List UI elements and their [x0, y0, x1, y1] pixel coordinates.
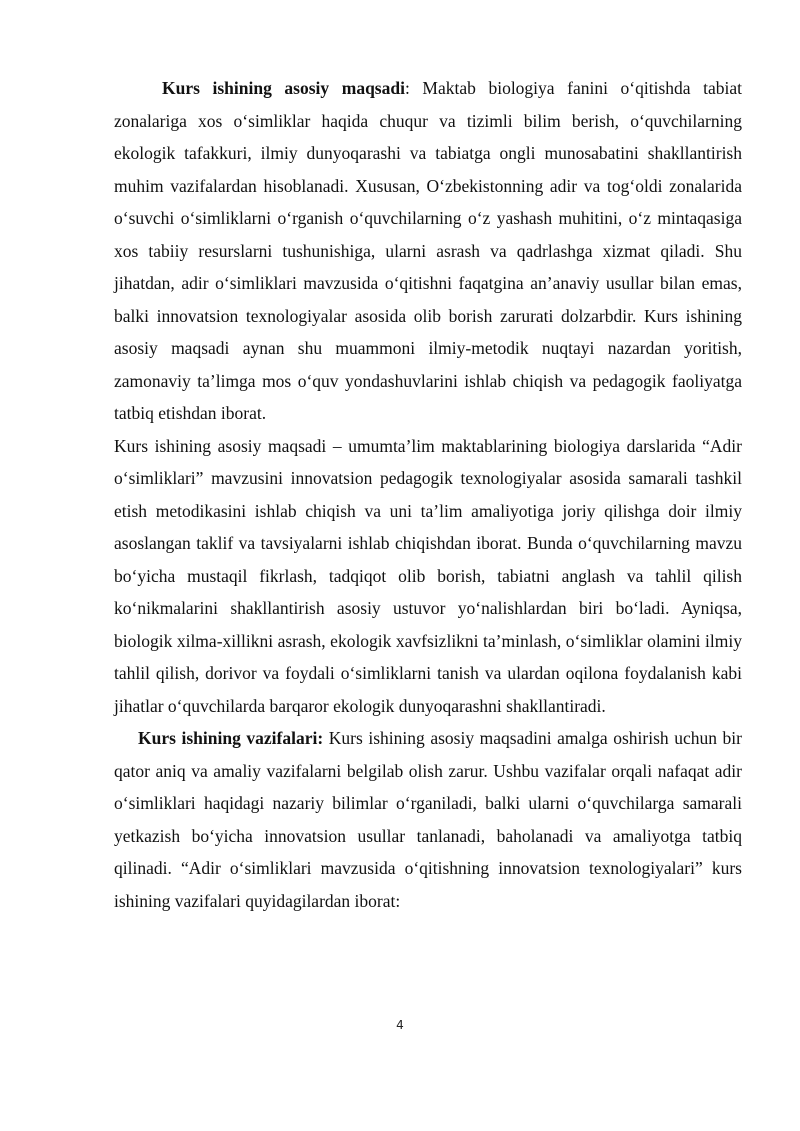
paragraph-goal-detail — [114, 430, 742, 723]
paragraph-main-goal — [114, 72, 742, 430]
paragraph-text: Kurs ishining asosiy maqsadini amalga oshirish uchun bir qator aniq va amaliy vazifalarni belgilab olish zarur. Ushbu vazifalar orqali nafaqat adir o‘simliklari haqidagi nazariy bilimlar o‘rganiladi, balki ularni o‘quvchilarga samarali yetkazish bo‘yicha innovatsion usullar tanlanadi, baholanadi va amaliyotga tatbiq qilinadi. “Adir o‘simliklari mavzusida o‘qitishning innovatsion texnologiyalari” kurs ishining vazifalari quyidagilardan iborat: — [114, 728, 742, 911]
body-text — [114, 72, 742, 917]
paragraph-lead-bold: Kurs ishining asosiy maqsadi — [162, 78, 405, 98]
paragraph-text: Kurs ishining asosiy maqsadi – umumta’lim maktablarining biologiya darslarida “Adir o‘simliklari” mavzusini innovatsion pedagogik texnologiyalar asosida samarali tashkil etish metodikasini ishlab chiqish va uni ta’lim amaliyotiga joriy qilishga doir ilmiy asoslangan taklif va tavsiyalarni ishlab chiqishdan iborat. Bunda o‘quvchilarning mavzu bo‘yicha mustaqil fikrlash, tadqiqot olib borish, tabiatni anglash va tahlil qilish ko‘nikmalarini shakllantirish asosiy ustuvor yo‘nalishlardan biri bo‘ladi. Ayniqsa, biologik xilma-xillikni asrash, ekologik xavfsizlikni ta’minlash, o‘simliklar olamini ilmiy tahlil qilish, dorivor va foydali o‘simliklarni tanish va ulardan oqilona foydalanish kabi jihatlar o‘quvchilarda barqaror ekologik dunyoqarashni shakllantiradi. — [114, 435, 742, 716]
page-number: 4 — [396, 1018, 404, 1032]
paragraph-tasks — [114, 722, 742, 917]
paragraph-text: : Maktab biologiya fanini o‘qitishda tabiat zonalariga xos o‘simliklar haqida chuqur va tizimli bilim berish, o‘quvchilarning ekologik tafakkuri, ilmiy dunyoqarashi va tabiatga ongli munosabatini shakllantirish muhim vazifalardan hisoblanadi. Xususan, O‘zbekistonning adir va tog‘oldi zonalarida o‘suvchi o‘simliklarni o‘rganish o‘quvchilarning o‘z yashash muhitini, o‘z mintaqasiga xos tabiiy resurslarni tushunishiga, ularni asrash va qadrlashga xizmat qiladi. Shu jihatdan, adir o‘simliklari mavzusida o‘qitishni faqatgina an’anaviy usullar bilan emas, balki innovatsion texnologiyalar asosida olib borish zarurati dolzarbdir. Kurs ishining asosiy maqsadi aynan shu muammoni ilmiy-metodik nuqtayi nazardan yoritish, zamonaviy ta’limga mos o‘quv yondashuvlarini ishlab chiqish va pedagogik faoliyatga tatbiq etishdan iborat. — [114, 78, 742, 423]
paragraph-lead-bold: Kurs ishining vazifalari: — [138, 728, 324, 748]
